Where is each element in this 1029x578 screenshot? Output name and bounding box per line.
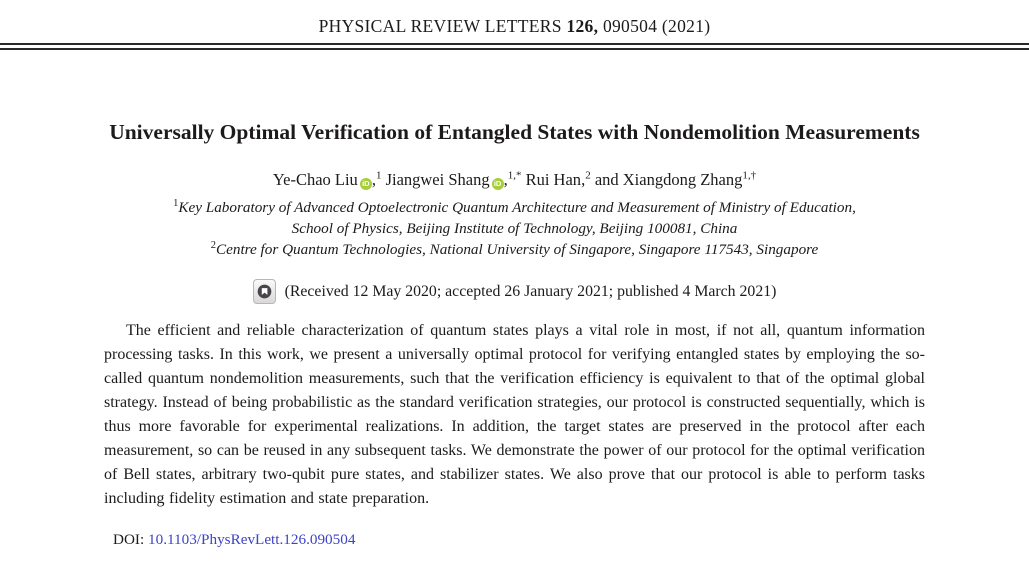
journal-article-number: 090504 (2021) bbox=[602, 16, 711, 36]
doi-label: DOI: bbox=[113, 531, 145, 548]
author-line bbox=[0, 169, 1029, 191]
page-title: Universally Optimal Verification of Entangled States with Nondemolition Measurements bbox=[109, 120, 920, 144]
affiliation-line: $^2$Centre for Quantum Technologies, National University of Singapore, Singapore 117543, Singapore bbox=[210, 239, 819, 258]
affiliation-line: $^1$Key Laboratory of Advanced Optoelectronic Quantum Architecture and Measurement of Ministry of Education, bbox=[173, 197, 856, 216]
orcid-icon[interactable]: iD bbox=[492, 178, 504, 190]
author-affiliation-sup: 2 bbox=[585, 169, 591, 182]
crossmark-icon[interactable] bbox=[253, 279, 276, 304]
author: Ye-Chao Liu iD ,$^1$ bbox=[272, 169, 382, 189]
author: Rui Han,$^2$ bbox=[525, 169, 591, 189]
author-name: Xiangdong Zhang bbox=[622, 170, 743, 189]
author-name: Jiangwei Shang bbox=[385, 170, 490, 189]
author-name: Rui Han bbox=[525, 170, 582, 189]
journal-volume: 126, bbox=[566, 16, 599, 36]
author-affiliation-sup: 1 bbox=[375, 169, 382, 182]
abstract-text: The efficient and reliable characterization of quantum states plays a vital role in most, if not all, quantum information processing tasks. In this work, we present a universally optimal protocol for verifying entangled states by employing the so-called quantum nondemolition measurements, such that the verification efficiency is equivalent to that of the optimal global strategy. Instead of being probabilistic as the standard verification strategies, our protocol is constructed sequentially, which is thus more favorable for experimental realizations. In addition, the target states are preserved in the protocol after each measurement, so can be reused in any subsequent tasks. We demonstrate the power of our protocol for the optimal verification of Bell states, arbitrary two-qubit pure states, and stabilizer states. We also prove that our protocol is able to perform tasks including fidelity estimation and state preparation. bbox=[104, 322, 925, 507]
journal-header bbox=[0, 0, 1029, 37]
affiliation-line: School of Physics, Beijing Institute of Technology, Beijing 100081, China bbox=[291, 220, 738, 237]
author-name: Ye-Chao Liu bbox=[272, 170, 358, 189]
crossmark-badge-glyph bbox=[257, 284, 272, 299]
author-lead: and bbox=[594, 170, 619, 189]
affiliations bbox=[0, 197, 1029, 260]
author-affiliation-sup: 1,* bbox=[507, 169, 522, 182]
header-divider bbox=[0, 43, 1029, 50]
received-line bbox=[0, 279, 1029, 304]
journal-name: PHYSICAL REVIEW LETTERS bbox=[318, 16, 562, 36]
author: Jiangwei Shang iD ,$^{1,*}$ bbox=[385, 169, 522, 189]
doi-link[interactable]: 10.1103/PhysRevLett.126.090504 bbox=[148, 531, 356, 548]
author bbox=[595, 170, 756, 189]
doi-line bbox=[113, 531, 1029, 549]
orcid-icon[interactable]: iD bbox=[360, 178, 372, 190]
author-affiliation-sup: 1,† bbox=[742, 169, 757, 182]
received-dates: (Received 12 May 2020; accepted 26 January 2021; published 4 March 2021) bbox=[284, 282, 777, 300]
